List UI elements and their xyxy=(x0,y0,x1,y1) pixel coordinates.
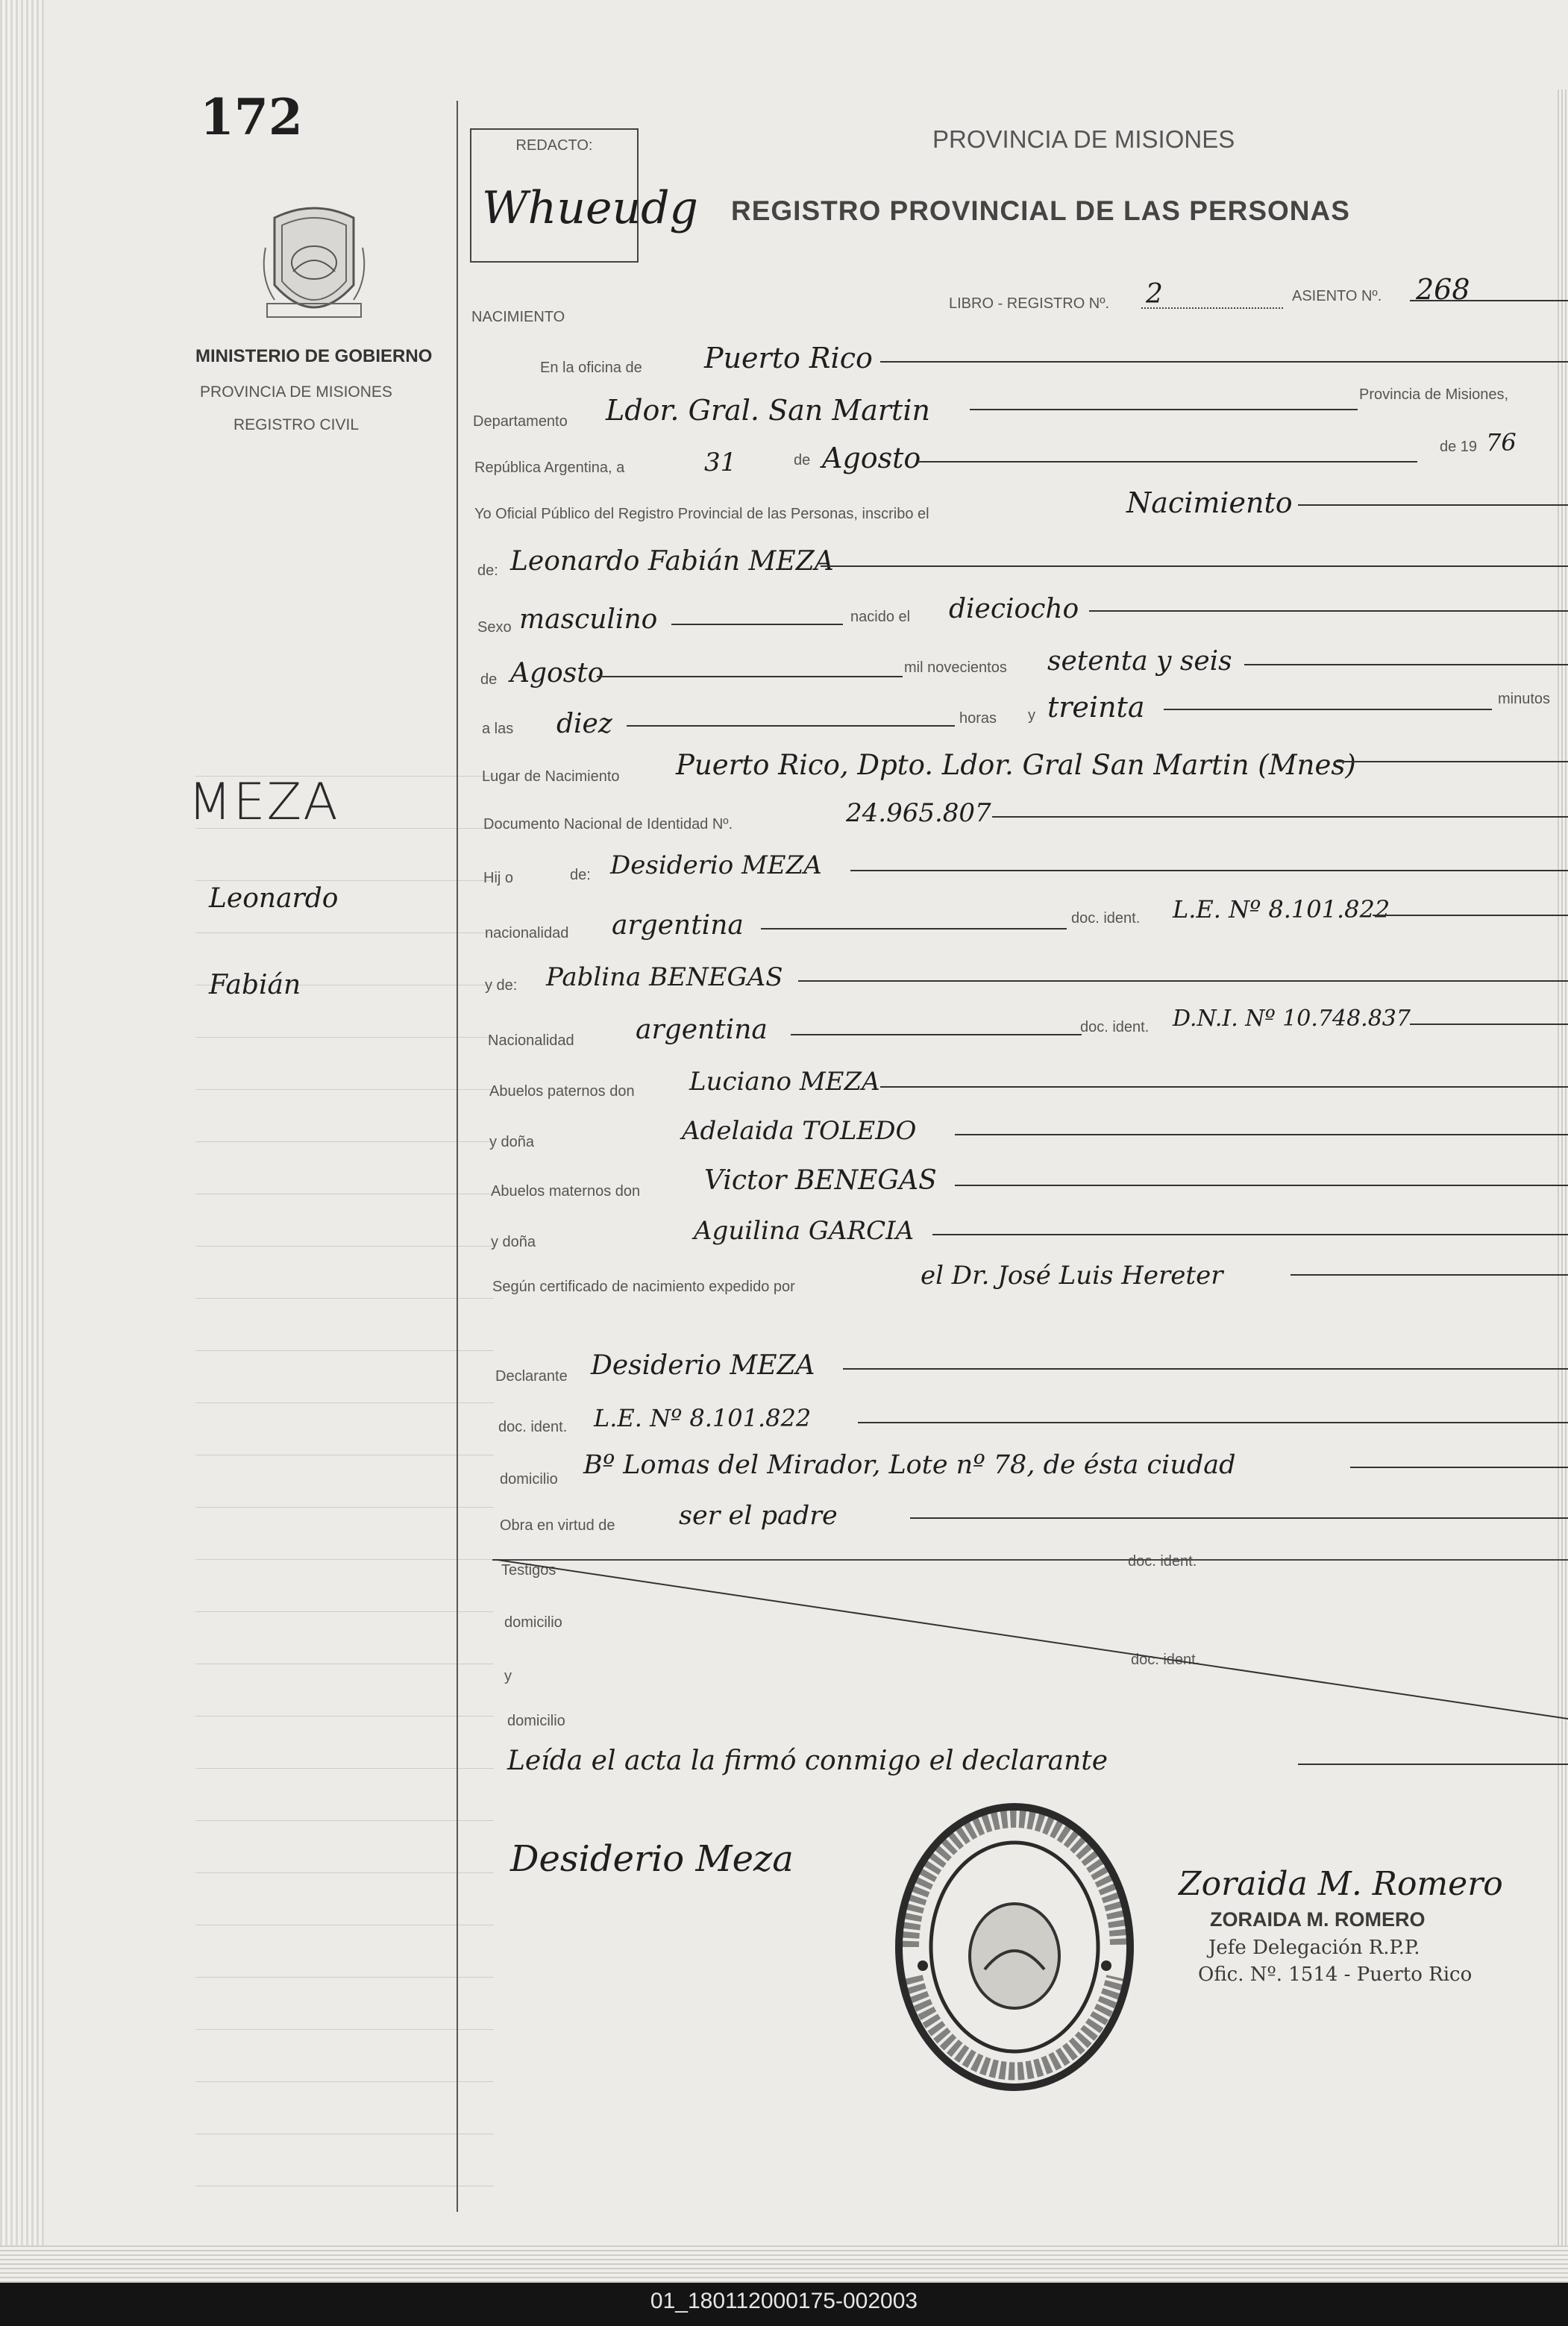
fill-line xyxy=(597,676,903,677)
abuela-pat-value: Adelaida TOLEDO xyxy=(682,1116,917,1146)
mil-label: mil novecientos xyxy=(904,659,1007,676)
official-seal-icon xyxy=(891,1798,1138,2096)
fill-line xyxy=(1350,1467,1568,1468)
decl-doc-value: L.E. Nº 8.101.822 xyxy=(594,1404,812,1432)
year-value: 76 xyxy=(1486,428,1517,457)
fill-line xyxy=(850,870,1568,871)
testigos-doc-label: doc. ident. xyxy=(1128,1553,1197,1570)
fill-line xyxy=(932,1234,1568,1235)
declarante-value: Desiderio MEZA xyxy=(591,1350,815,1381)
margin-rule xyxy=(195,1141,494,1142)
registry-title: REGISTRO PROVINCIAL DE LAS PERSONAS xyxy=(731,195,1350,226)
strike-through-line xyxy=(492,1559,1568,1738)
margin-surname: MEZA xyxy=(188,773,339,832)
de-person-label: de: xyxy=(477,562,498,579)
father-doc-value: L.E. Nº 8.101.822 xyxy=(1173,895,1390,924)
person-value: Leonardo Fabián MEZA xyxy=(510,546,834,577)
margin-divider xyxy=(457,101,458,2212)
republica-label: República Argentina, a xyxy=(474,460,625,476)
fill-line xyxy=(910,1517,1568,1519)
oficina-label: En la oficina de xyxy=(540,360,642,376)
fill-line xyxy=(1335,761,1568,762)
hijo-label: Hij o xyxy=(483,870,514,886)
fill-line xyxy=(1089,610,1568,612)
y-label: y xyxy=(1028,707,1035,724)
segun-value: el Dr. José Luis Hereter xyxy=(921,1261,1223,1291)
testigo2-doc-label: doc. ident. xyxy=(1131,1652,1200,1668)
fill-line xyxy=(821,565,1568,567)
margin-middle-name: Fabián xyxy=(209,970,301,1000)
domicilio-label: domicilio xyxy=(500,1471,558,1488)
abuelos-mat-label: Abuelos maternos don xyxy=(491,1183,641,1200)
father-value: Desiderio MEZA xyxy=(610,850,822,880)
fill-line xyxy=(627,725,955,727)
margin-rule xyxy=(195,880,494,881)
nacido-label: nacido el xyxy=(850,609,911,625)
redacto-label: REDACTO: xyxy=(515,137,593,154)
book-page-edges-right xyxy=(1558,90,1568,2283)
redacto-box xyxy=(470,128,698,263)
testigo2-dom-label: domicilio xyxy=(507,1713,565,1729)
de-label: de xyxy=(794,452,811,468)
declarant-signature: Desiderio Meza xyxy=(510,1838,794,1880)
inscribo-value: Nacimiento xyxy=(1126,486,1293,519)
official-signature: Zoraida M. Romero xyxy=(1179,1865,1503,1903)
birth-month-value: Agosto xyxy=(510,658,604,689)
fill-line xyxy=(1244,664,1568,665)
ministry-label: MINISTERIO DE GOBIERNO xyxy=(195,346,433,366)
fill-line xyxy=(843,1368,1568,1370)
mother-value: Pablina BENEGAS xyxy=(546,962,783,992)
fill-line xyxy=(791,1034,1082,1035)
fill-line xyxy=(1291,1274,1568,1276)
provincia-label: Provincia de Misiones, xyxy=(1359,386,1509,403)
margin-rule xyxy=(195,1037,494,1038)
segun-label: Según certificado de nacimiento expedido por xyxy=(492,1279,795,1295)
day-value: 31 xyxy=(704,448,737,477)
fill-line xyxy=(1298,1764,1568,1765)
horas-label: horas xyxy=(959,710,997,727)
hijo-de-label: de: xyxy=(570,867,591,883)
closing-text: Leída el acta la firmó conmigo el declarante xyxy=(507,1746,1108,1776)
province-label: PROVINCIA DE MISIONES xyxy=(200,383,392,401)
minutes-value: treinta xyxy=(1047,691,1145,724)
de2-label: de xyxy=(480,671,498,688)
nacionalidad-label: nacionalidad xyxy=(485,925,569,941)
margin-rule xyxy=(195,1507,494,1508)
fill-line xyxy=(955,1134,1568,1135)
fill-line xyxy=(880,1086,1568,1088)
hour-value: diez xyxy=(556,709,612,739)
mother-nat-value: argentina xyxy=(636,1015,768,1045)
official-stamp-title: Jefe Delegación R.P.P. xyxy=(1208,1937,1420,1959)
testigos-dom-label: domicilio xyxy=(504,1614,562,1631)
official-stamp-office: Ofic. Nº. 1514 - Puerto Rico xyxy=(1198,1963,1473,1986)
oficina-value: Puerto Rico xyxy=(704,342,873,374)
margin-rule xyxy=(195,1089,494,1090)
fill-line xyxy=(880,361,1568,363)
margin-rule xyxy=(195,1298,494,1299)
abuelo-pat-value: Luciano MEZA xyxy=(689,1067,880,1097)
margin-rule xyxy=(195,1768,494,1769)
doc-ident2-label: doc. ident. xyxy=(1080,1019,1150,1035)
dni-value: 24.965.807 xyxy=(846,798,991,828)
departamento-value: Ldor. Gral. San Martin xyxy=(606,394,930,427)
fill-line xyxy=(1410,300,1568,301)
redacto-signature: Whueudg xyxy=(482,182,698,234)
oficial-label: Yo Oficial Público del Registro Provincial de las Personas, inscribo el xyxy=(474,506,929,522)
asiento-label: ASIENTO Nº. xyxy=(1292,288,1382,304)
fill-line xyxy=(955,1185,1568,1186)
lugar-label: Lugar de Nacimiento xyxy=(482,768,620,785)
province-title: PROVINCIA DE MISIONES xyxy=(932,125,1235,153)
departamento-label: Departamento xyxy=(473,413,568,430)
registro-civil-label: REGISTRO CIVIL xyxy=(233,416,360,433)
obra-value: ser el padre xyxy=(679,1501,838,1531)
obra-label: Obra en virtud de xyxy=(500,1517,615,1534)
asiento-value: 268 xyxy=(1416,273,1470,306)
margin-rule xyxy=(195,1350,494,1351)
margin-rule xyxy=(195,1716,494,1717)
margin-rule xyxy=(195,1820,494,1821)
margin-rule xyxy=(195,1402,494,1403)
book-page-edges xyxy=(0,0,45,2283)
margin-rule xyxy=(195,1977,494,1978)
act-type-label: NACIMIENTO xyxy=(471,309,565,325)
birth-year-value: setenta y seis xyxy=(1047,646,1232,677)
year-label: de 19 xyxy=(1440,439,1478,455)
fill-line xyxy=(1410,1023,1568,1025)
nacido-value: dieciocho xyxy=(949,594,1079,624)
fill-line xyxy=(798,980,1568,982)
minutos-label: minutos xyxy=(1498,691,1551,707)
declarante-label: Declarante xyxy=(495,1368,568,1385)
sexo-label: Sexo xyxy=(477,619,512,636)
margin-rule xyxy=(195,1872,494,1873)
margin-rule xyxy=(195,2081,494,2082)
ydona-label: y doña xyxy=(489,1134,535,1150)
fill-line xyxy=(1298,504,1568,506)
fill-line xyxy=(1373,915,1568,916)
dni-label: Documento Nacional de Identidad Nº. xyxy=(483,816,733,833)
month-value: Agosto xyxy=(822,442,921,474)
fill-line xyxy=(992,816,1568,818)
testigos-label: Testigos xyxy=(501,1562,556,1579)
margin-rule xyxy=(195,932,494,933)
fill-line xyxy=(970,409,1358,410)
margin-rule xyxy=(195,1559,494,1560)
margin-first-name: Leonardo xyxy=(209,883,339,914)
fill-line xyxy=(1141,307,1283,309)
libro-label: LIBRO - REGISTRO Nº. xyxy=(949,295,1110,312)
mother-doc-value: D.N.I. Nº 10.748.837 xyxy=(1173,1006,1411,1032)
book-page-edges-bottom xyxy=(0,2245,1568,2283)
abuelos-pat-label: Abuelos paternos don xyxy=(489,1083,635,1100)
page-number: 172 xyxy=(200,88,303,146)
abuelo-mat-value: Victor BENEGAS xyxy=(704,1165,937,1196)
fill-line xyxy=(1164,709,1492,710)
coat-of-arms-icon xyxy=(260,203,369,328)
y-testigo-label: y xyxy=(504,1668,512,1684)
margin-rule xyxy=(195,2029,494,2030)
libro-value: 2 xyxy=(1146,279,1163,310)
fill-line xyxy=(761,928,1067,930)
fill-line xyxy=(858,1422,1568,1423)
yde-label: y de: xyxy=(485,977,518,994)
margin-rule xyxy=(195,1246,494,1247)
decl-doc-label: doc. ident. xyxy=(498,1419,568,1435)
doc-ident-label: doc. ident. xyxy=(1071,910,1141,927)
fill-line xyxy=(671,624,843,625)
sexo-value: masculino xyxy=(519,604,658,635)
fill-line xyxy=(918,461,1417,463)
image-id-label: 01_180112000175-002003 xyxy=(650,2289,918,2313)
official-stamp-name: ZORAIDA M. ROMERO xyxy=(1210,1908,1426,1931)
abuela-mat-value: Aguilina GARCIA xyxy=(694,1216,915,1246)
domicilio-value: Bº Lomas del Mirador, Lote nº 78, de ésta ciudad xyxy=(583,1450,1236,1480)
lugar-value: Puerto Rico, Dpto. Ldor. Gral San Martin (Mnes) xyxy=(676,749,1356,781)
alas-label: a las xyxy=(482,721,514,737)
nacionalidad2-label: Nacionalidad xyxy=(488,1032,574,1049)
margin-rule xyxy=(195,1611,494,1612)
father-nat-value: argentina xyxy=(612,910,744,941)
ydona2-label: y doña xyxy=(491,1234,536,1250)
